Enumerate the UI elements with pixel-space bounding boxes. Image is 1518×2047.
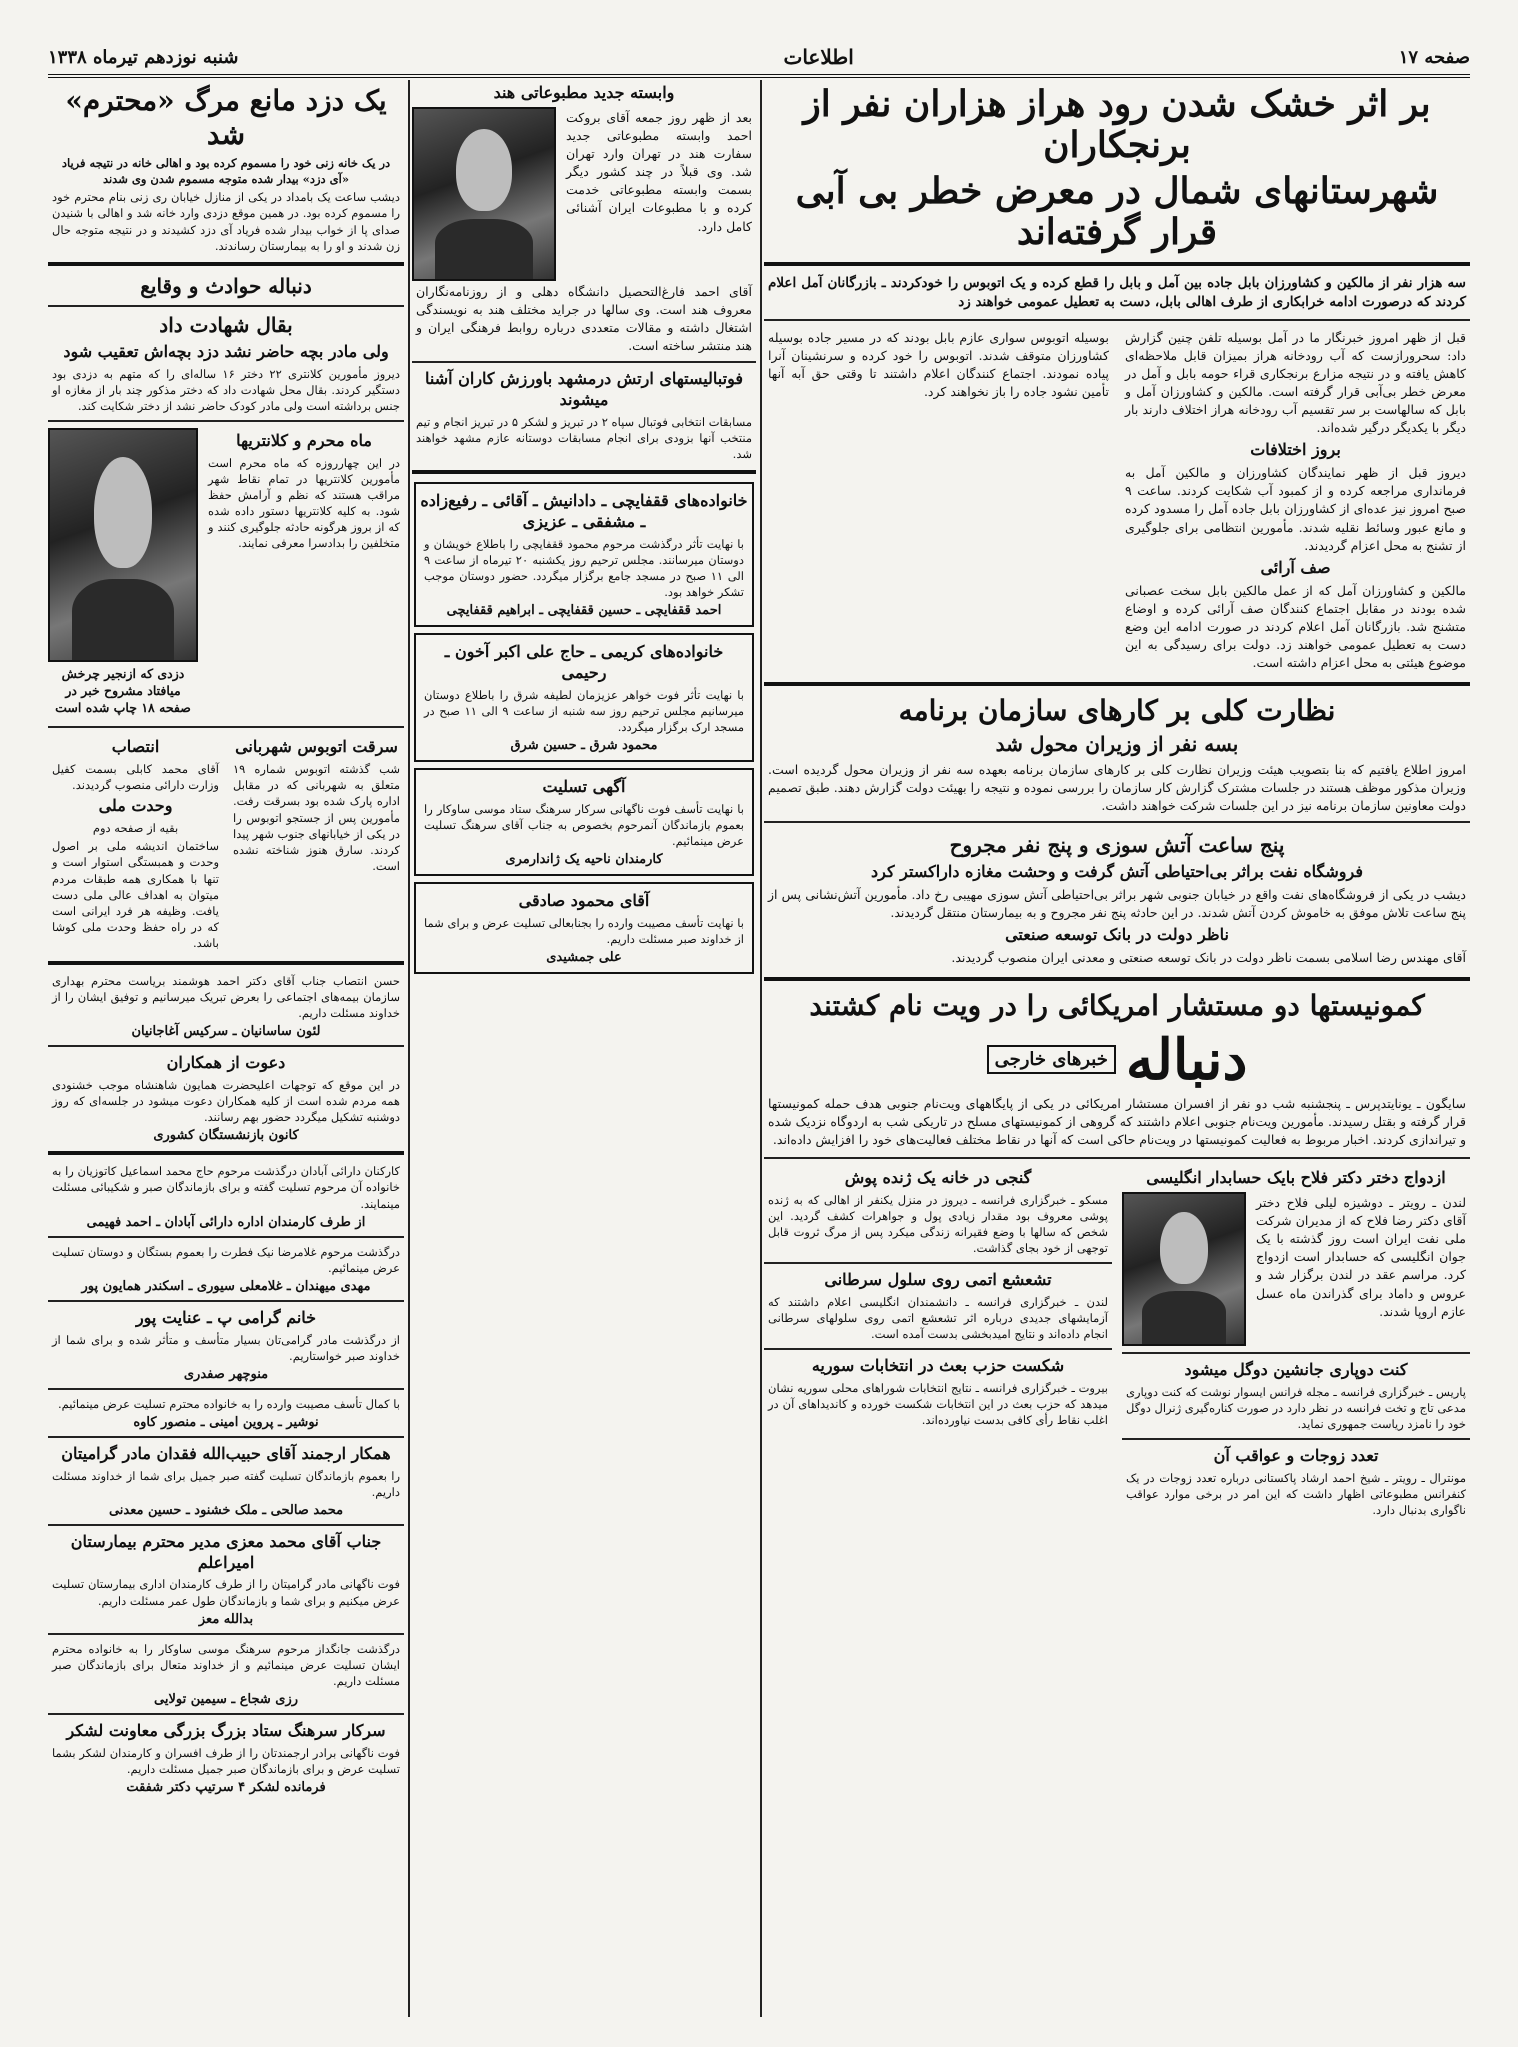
attache-body: بعد از ظهر روز جمعه آقای بروکت احمد وابسته مطبوعاتی جدید سفارت هند در تهران وارد تهران شد. وی قبلاً در چند کشور دیگر بسمت وابسته مطبوعاتی خدمت کرده و با مطبوعات ایران آشنائی کامل دارد.: [566, 109, 752, 234]
condolence-signature: کارمندان ناحیه یک ژاندارمری: [505, 852, 663, 868]
bus-theft-headline: سرقت اتوبوس شهربانی: [235, 737, 398, 757]
muharram-headline: ماه محرم و کلانتریها: [236, 430, 372, 450]
football-headline: فوتبالیستهای ارتش درمشهد باورزش کاران آشنا میشوند: [425, 369, 743, 410]
masthead: [48, 40, 1470, 78]
muharram-body: در این چهارروزه که ماه محرم است مأمورین کلانتریها در تمام نقاط شهر مراقب هستند که نظم و آرامش حفظ شود. به کلیه کلانتریها دستور داده شده که از بروز هرگونه حادثه جلوگیری کنند و متخلفین را بدادسرا معرفی نمایند.: [208, 455, 400, 551]
count-body: پاریس ـ خبرگزاری فرانسه ـ مجله فرانس ایسوار نوشت که کنت دوپاری مدعی تاج و تخت فرانسه در نظر دارد در صورت کناره‌گیری ژنرال دوگل خود را نامزد ریاست جمهوری نماید.: [1125, 1384, 1466, 1431]
deputy-headline: سرکار سرهنگ ستاد بزرگ بزرگی معاونت لشکر: [66, 1720, 386, 1740]
issue-date: شنبه نوزدهم تیرماه ۱۳۳۸: [48, 46, 239, 68]
oversight-headline-2: بسه نفر از وزیران محول شد: [995, 731, 1239, 756]
hospital-headline: جناب آقای محمد معزی مدیر محترم بیمارستان امیراعلم: [70, 1531, 382, 1572]
main-article: قبل از ظهر امروز خبرنگار ما در آمل بوسیله تلفن چنین گزارش داد: سحرورازست که آب رودخانه هراز بمیزان قابل ملاحظه‌ای کاهش یافته و در نتیجه مزارع برنجکاری قراء حومه بابل و آمل در معرض خطر بی‌آبی قرار گرفته است. مالکین و کشاورزان آمل و بابل که سالهاست بر سر تقسیم آب رودخانه هراز اختلاف دارند بار دیگر با یکدیگر درگیر شده‌اند.: [1125, 329, 1466, 436]
thief-subhead: در یک خانه زنی خود را مسموم کرده بود و اهالی خانه در نتیجه فریاد «آی دزد» بیدار شده متوجه مسموم شدن وی شدند: [61, 156, 391, 187]
condolence-heading: آگهی تسلیت: [542, 777, 626, 797]
condolence-body: با نهایت تأسف مصیبت وارده را بجنابعالی تسلیت عرض و برای شما از خداوند صبر مسئلت داریم.: [424, 915, 744, 946]
grocer-body: دیروز مأمورین کلانتری ۲۲ دختر ۱۶ ساله‌ای را که متهم به دزدی بود دستگیر کردند. بقال محل شهادت داد که دختر مذکور چند بار از مغازه او جنس برداشته است ولی مادر کودک حاضر نشد از دختر شکایت کند.: [52, 366, 401, 413]
hospital-body: فوت ناگهانی مادر گرامیتان را از طرف کارمندان اداری بیمارستان تسلیت عرض میکنیم و برای شما و بازماندگان طول عمر مسئلت داریم.: [52, 1577, 400, 1608]
bride-photo: [1122, 1192, 1246, 1346]
fire-body: دیشب در یکی از فروشگاه‌های نفت واقع در خیابان جنوبی شهر براثر بی‌احتیاطی آتش سوزی مهیبی رخ داد. مأمورین آتش‌نشانی پس از پنج ساعت تلاش موفق به خاموش کردن آتش شدند. در این حادثه پنج نفر مجروح و به بیمارستان منتقل گردیدند.: [768, 887, 1466, 921]
colleague-body: را بعموم بازماندگان تسلیت گفته صبر جمیل برای شما از خداوند مسئلت داریم.: [52, 1468, 400, 1499]
suspect-photo-caption: دزدی که ازنجیر چرخش میافتاد مشروح خبر در صفحه ۱۸ چاپ شده است: [55, 665, 191, 715]
condolence-heading: آقای محمود صادقی: [518, 891, 650, 911]
obituary-ghafghaei: [414, 482, 754, 627]
obituary-body: با نهایت تأثر درگذشت مرحوم محمود ققفایچی را باطلاع خویشان و دوستان میرسانند. مجلس ترحیم روز یکشنبه ۲۰ تیرماه از ساعت ۹ الی ۱۱ صبح در مسجد جامع برگزار میگردد. حضور دوستان موجب تشکر خواهد بود.: [424, 536, 744, 600]
baath-headline: شکست حزب بعث در انتخابات سوریه: [811, 1356, 1065, 1376]
foreign-news-subtitle: خبرهای خارجی: [987, 1045, 1116, 1074]
attache-article: آقای احمد فارغ‌التحصیل دانشگاه دهلی و از روزنامه‌نگاران معروف هند است. وی سالها در جراید مختلف هند به نویسندگی اشتغال داشته و مقالات متعددی درباره روابط فرهنگی ایران و هند منتشر ساخته است.: [416, 283, 752, 354]
obituary-body: با نهایت تأثر فوت خواهر عزیزمان لطیفه شرق را باطلاع دوستان میرسانیم مجلس ترحیم روز سه شنبه از ساعت ۹ الی ۱۱ صبح در مسجد ارک برگزار میگردد.: [424, 687, 744, 734]
fire-headline: پنج ساعت آتش سوزی و پنج نفر مجروح: [949, 833, 1285, 858]
mahdi-signature: مهدی میهندان ـ غلامعلی سیوری ـ اسکندر همایون پور: [81, 1278, 371, 1294]
obituary-heading: خانواده‌های ققفایچی ـ دادانیش ـ آقائی ـ رفیع‌زاده ـ مشفقی ـ عزیزی: [420, 491, 748, 531]
wedding-headline: ازدواج دختر دکتر فلاح بایک حسابدار انگلیسی: [1146, 1168, 1446, 1188]
subhead-lineup: صف آرائی: [1260, 557, 1331, 577]
mahdi-notice: درگذشت مرحوم غلامرضا نیک فطرت را بعموم بستگان و دوستان تسلیت عرض مینمائیم.: [52, 1244, 400, 1275]
wedding-body: لندن ـ رویتر ـ دوشیزه لیلی فلاح دختر آقای دکتر رضا فلاح که از مدیران شرکت ملی نفت ایران است روز گذشته با یک جوان انگلیسی که حسابدار است ازدواج کرد. مراسم عقد در لندن برگزار شد و عروس و داماد برای گذراندن ماه عسل عازم اروپا شدند.: [1256, 1194, 1466, 1319]
fire-subhead: فروشگاه نفت براثر بی‌احتیاطی آتش گرفت و وحشت مغازه داراکستر کرد: [871, 862, 1363, 882]
congrats-signature: لئون ساسانیان ـ سرکیس آغاجانیان: [131, 1024, 321, 1040]
bus-theft-body: شب گذشته اتوبوس شماره ۱۹ متعلق به شهربانی که در مقابل اداره پارک شده بود بسرقت رفت. مأمورین پس از جستجو اتوبوس را در یکی از خیابانهای جنوب شهر پیدا کردند. سارق هنوز شناخته نشده است.: [233, 762, 400, 873]
unity-subhead: بقیه از صفحه دوم: [92, 821, 179, 836]
communists-body: سایگون ـ یونایتدپرس ـ پنجشنبه شب دو نفر از افسران مستشار امریکائی در یکی از پایگاههای ویت‌نام جنوبی هدف حمله کمونیستها قرار گرفته و بقتل رسیدند. مأمورین ویت‌نام جنوبی اعلام داشتند که گروهی از کمونیستهای مسلح در تاریکی شب به اردوگاه نزدیک شده و تیراندازی کردند. اخبار مربوط به فعالیت کمونیستها در ویت‌نام حاکی است که آنها در نقاط مختلف فعالیت‌های خود را افزایش داده‌اند.: [768, 1095, 1466, 1148]
appointment-headline: انتصاب: [111, 737, 160, 757]
main-article-cont: دیروز قبل از ظهر نمایندگان کشاورزان و مالکین آمل به فرمانداری مراجعه کرده و از کمبود آب شکایت کردند. ساعت ۹ صبح امروز نیز عده‌ای از کشاورزان بابل جاده آمل را مسدود کرده و مانع عبور وسائط نقلیه شدند. مأمورین انتظامی برای جلوگیری از تشنج به محل اعزام گردیدند.: [1125, 465, 1466, 553]
incidents-section-title: دنباله حوادث و وقایع: [140, 273, 312, 298]
obituary-signature: محمود شرق ـ حسین شرق: [510, 738, 658, 754]
radiation-headline: تشعشع اتمی روی سلول سرطانی: [824, 1270, 1052, 1290]
paper-name: اطلاعات: [783, 45, 854, 69]
kamal-notice: با کمال تأسف مصیبت وارده را به خانواده محترم تسلیت عرض مینمائیم.: [57, 1396, 400, 1411]
unity-body: ساختمان اندیشه ملی بر اصول وحدت و همبستگی استوار است و تنها با همکاری همه طبقات مردم میتوان به اهداف عالی ملی دست یافت. وظیفه هر فرد ایرانی است که در راه حفظ وحدت ملی کوشا باشد.: [52, 839, 219, 950]
radiation-body: لندن ـ خبرگزاری فرانسه ـ دانشمندان انگلیسی اعلام داشتند که آزمایشهای جدیدی درباره اثر تشعشع اتمی روی سلولهای سرطانی انجام داده‌اند و نتایج امیدبخشی بدست آمده است.: [768, 1295, 1108, 1342]
appointment-body: آقای محمد کابلی بسمت کفیل وزارت دارائی منصوب گردیدند.: [52, 762, 219, 793]
lady-headline: خانم گرامی پ ـ عنایت پور: [135, 1307, 317, 1327]
congrats-body: حسن انتصاب جناب آقای دکتر احمد هوشمند بریاست محترم بهداری سازمان بیمه‌های اجتماعی را بعرض تبریک میرسانیم و توفیق ایشان را از خداوند مسئلت داریم.: [52, 973, 400, 1021]
grocer-headline: بقال شهادت داد: [159, 312, 293, 337]
abadan-notice: کارکنان دارائی آبادان درگذشت مرحوم حاج محمد اسماعیل کاتوزیان را به خانواده آن مرحوم تسلیت گفته و برای بازماندگان صبر و شکیبائی مسئلت مینمایند.: [52, 1164, 400, 1211]
invitation-body: در این موقع که توجهات اعلیحضرت همایون شاهنشاه موجب خشنودی همه مردم شده است از کلیه همکاران دعوت میشود در جلسه‌ای که روز دوشنبه تشکیل میگردد حضور بهم رسانند.: [52, 1078, 400, 1125]
lady-signature: منوچهر صفدری: [183, 1366, 269, 1382]
column-rule: [408, 80, 410, 2017]
communists-headline: کمونیستها دو مستشار امریکائی را در ویت نام کشتند: [809, 989, 1425, 1023]
right-column: [764, 80, 1470, 2017]
condolence-sadeghi: [414, 882, 754, 974]
thief-headline: یک دزد مانع مرگ «محترم» شد: [65, 84, 387, 151]
invitation-headline: دعوت از همکاران: [166, 1053, 286, 1073]
polygamy-headline: تعدد زوجات و عواقب آن: [1213, 1446, 1379, 1466]
suspect-photo: [48, 428, 198, 662]
column-rule: [760, 80, 762, 2017]
main-headline-2: شهرستانهای شمال در معرض خطر بی آبی قرار گرفته‌اند: [795, 169, 1439, 254]
thief-body: دیشب ساعت یک بامداد در یکی از منازل خیابان ری زنی بنام محترم خود را مسموم کرده بود. در همین موقع دزدی وارد خانه شد و اهالی با شنیدن صدای پا از خواب بیدار شده فریاد آی دزد کشیدند و در نتیجه متوجه حال زن شدند و او را به بیمارستان رساندند.: [52, 190, 400, 253]
colonel-signature: رزی شجاع ـ سیمین تولایی: [154, 1691, 298, 1707]
page-number: صفحه ۱۷: [1398, 46, 1470, 68]
condolence-body: با نهایت تأسف فوت ناگهانی سرکار سرهنگ ستاد موسی ساوکار را بعموم بازماندگان آنمرحوم بخصوص به جناب آقای سرهنگ تسلیت عرض مینمائیم.: [424, 801, 744, 848]
abadan-signature: از طرف کارمندان اداره دارائی آبادان ـ احمد فهیمی: [86, 1214, 366, 1230]
condolence-signature: علی جمشیدی: [546, 950, 622, 966]
colleague-headline: همکار ارجمند آقای حبیب‌الله فقدان مادر گرامیتان: [61, 1443, 391, 1463]
obituary-signature: احمد ققفایچی ـ حسین ققفایچی ـ ابراهیم ققفایچی: [446, 603, 722, 619]
main-lead: سه هزار نفر از مالکین و کشاورزان بابل جاده بین آمل و بابل را قطع کرده و یک اتوبوس را خودکردند ـ بازرگانان آمل اعلام کردند که درصورت ادامه خرابکاری از طرف اهالی بابل، دست به تعطیل عمومی خواهند زد: [768, 274, 1466, 311]
grocer-subhead: ولی مادر بچه حاضر نشد دزد بچه‌اش تعقیب شود: [63, 341, 389, 361]
oversight-headline-1: نظارت کلی بر کارهای سازمان برنامه: [898, 694, 1336, 728]
middle-column: [412, 80, 756, 2017]
invitation-signature: کانون بازنشستگان کشوری: [153, 1128, 299, 1144]
obituary-heading: خانواده‌های کریمی ـ حاج علی اکبر آخون ـ رحیمی: [444, 642, 724, 682]
subhead-disputes: بروز اختلافات: [1250, 440, 1341, 460]
attache-photo: [412, 107, 556, 281]
colonel-notice: درگذشت جانگداز مرحوم سرهنگ موسی ساوکار را به خانواده محترم ایشان تسلیت عرض مینمائیم و از خداوند متعال برای بازماندگان صبر مسئلت داریم.: [52, 1641, 400, 1688]
foreign-news-title: دنباله: [1125, 1026, 1248, 1093]
treasure-headline: گنجی در خانه یک ژنده پوش: [844, 1168, 1032, 1188]
count-headline: کنت دوپاری جانشین دوگل میشود: [1184, 1359, 1408, 1379]
colleague-signature: محمد صالحی ـ ملک خشنود ـ حسین معدنی: [108, 1502, 344, 1518]
lineup-body: مالکین و کشاورزان آمل که از عمل مالکین بابل سخت عصبانی شده بودند در مقابل اجتماع کنندگان صف آرائی کرده و اوضاع متشنج شد. بازرگانان آمل اعلام کردند در صورت ادامه این وضع دست به تعطیل عمومی خواهند زد. دولت برای رسیدگی به این موضوع هیئتی به محل اعزام داشته است.: [1125, 582, 1466, 671]
attache-caption: وابسته جدید مطبوعاتی هند: [493, 83, 675, 102]
football-body: مسابقات انتخابی فوتبال سپاه ۲ در تبریز و لشکر ۵ در تبریز انجام و تیم منتخب آنها بزودی برای انجام مسابقات دوستانه عازم مشهد خواهند شد.: [416, 414, 752, 462]
treasure-body: مسکو ـ خبرگزاری فرانسه ـ دیروز در منزل یکنفر از اهالی که به ژنده پوشی معروف بود مقدار زیادی پول و جواهرات کشف گردید. این شخص که سالها با وضع فقیرانه زندگی میکرد پس از مرگ ثروت قابل توجهی از خود بجای گذاشت.: [768, 1192, 1108, 1256]
lady-body: از درگذشت مادر گرامی‌تان بسیار متأسف و متأثر شده و برای شما از خداوند صبر خواستاریم.: [52, 1332, 400, 1363]
deputy-body: فوت ناگهانی برادر ارجمندتان را از طرف افسران و کارمندان لشکر بشما تسلیت عرض و برای بازماندگان صبر جمیل مسئلت داریم.: [52, 1745, 400, 1776]
main-headline-1: بر اثر خشک شدن رود هراز هزاران نفر از برنجکاران: [803, 83, 1431, 167]
condolence-notice: [414, 768, 754, 876]
left-column: [48, 80, 404, 2017]
unity-headline: وحدت ملی: [98, 796, 173, 816]
deputy-signature: فرمانده لشکر ۴ سرتیپ دکتر شفقت: [126, 1779, 326, 1795]
oversight-body: امروز اطلاع یافتیم که بنا بتصویب هیئت وزیران نظارت کلی بر کارهای سازمان برنامه بعهده سه نفر از وزیران محول گردیده است. وزیران مذکور موظف هستند در جلسات مشترک گزارش کار سازمان را بررسی نموده و نتیجه را بهیئت دولت گزارش دهند. طبق تصمیم دولت معاونین سازمان برنامه نیز در این جلسات شرکت خواهند داشت.: [768, 761, 1466, 814]
foreign-news-banner: [764, 1027, 1470, 1093]
main-article-2: بوسیله اتوبوس سواری عازم بابل بودند که در مسیر جاده بوسیله کشاورزان متوقف شدند. اتوبوس را خود کرده و سرنشینان آنرا پیاده نمودند. اجتماع کنندگان اعلام داشتند تا وقتی حق آبه آنها تأمین نشود جاده را باز نخواهند کرد.: [768, 329, 1109, 400]
supervisor-headline: ناظر دولت در بانک توسعه صنعتی: [1005, 925, 1229, 945]
hospital-signature: بدالله معز: [198, 1611, 254, 1627]
obituary-sharif: [414, 633, 754, 762]
polygamy-body: مونترال ـ رویتر ـ شیخ احمد ارشاد پاکستانی درباره تعدد زوجات در یک کنفرانس مطبوعاتی اظهار داشت که این امر در برخی موارد عواقب ناگواری بدنبال دارد.: [1126, 1470, 1466, 1518]
supervisor-body: آقای مهندس رضا اسلامی بسمت ناظر دولت در بانک توسعه صنعتی و معدنی ایران منصوب گردیدند.: [951, 950, 1466, 966]
baath-body: بیروت ـ خبرگزاری فرانسه ـ نتایج انتخابات شوراهای محلی سوریه نشان میدهد که حزب بعث در این انتخابات شکست خورده و کاندیداهای آن در اغلب نقاط رأی کافی بدست نیاورده‌اند.: [768, 1381, 1108, 1428]
kamal-signature: نوشیر ـ پروین امینی ـ منصور کاوه: [133, 1414, 319, 1430]
